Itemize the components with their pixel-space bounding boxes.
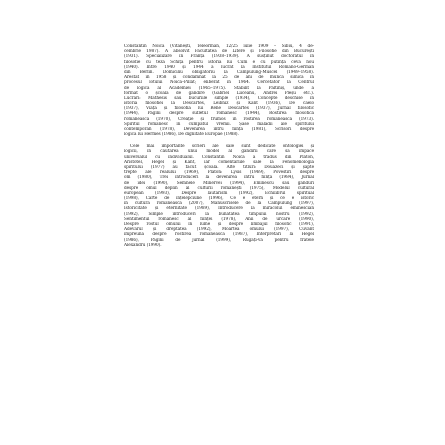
text-line: (1992), Simple introduceri la bunătatea timpului nostru (1992),	[124, 211, 314, 216]
text-line: (1944), Pagini despre sufletul românesc (1944), Rostirea filosofică	[124, 111, 314, 116]
text-line: Sentimentul românesc al ființei (1978), Anii de urcare (1990),	[124, 216, 314, 221]
text-line: (1937), Viața și filosofia lui René Descartes (1937), Jurnal filosofic	[124, 106, 314, 111]
text-line: împreună despre rostirea românească (1987), Interpretări la Hegel	[124, 232, 314, 237]
text-line: de logică al Academiei (1965–1975). Stabilit la Păltiniș, unde a	[124, 85, 314, 90]
text-line: european (1993), Despre lăutărism (1992), Echilibrul spiritual	[124, 190, 314, 195]
text-line: Alexandru (1990).	[124, 242, 162, 247]
text-line: Arestat în 1958 și condamnat la 25 de ani de muncă silnică în	[124, 75, 314, 80]
text-line: Lucrări: Mathesis sau bucuriile simple (1934), Concepte deschise în	[124, 95, 314, 100]
text-line: Despre rostul omului în lume și despre limbajul filosofic (1991),	[124, 222, 314, 226]
text-line: spiritului (1977) au făcut școală. Alte titluri: Douăzeci și șapte	[124, 164, 314, 169]
text-column	[124, 44, 314, 247]
text-line: cembrie 1987). A absolvit Facultatea de Litere și Filosofie din București	[124, 49, 314, 54]
text-line: format o școală de gândire (Gabriel Liiceanu, Andrei Pleșu etc.).	[124, 90, 314, 95]
text-line: despre omul deplin al culturii românești (1975), Modelul cultural	[124, 185, 314, 190]
text-line: logica lui Hermes (1986), De dignitate Europae (1988).	[124, 132, 239, 137]
text-line: Aristotel, Hegel și Kant, iar comentariile sale la Fenomenologia	[124, 159, 314, 164]
text-line: Constantin Noica (Vitănești, Teleorman, 12/25 iulie 1909 – Sibiu, 4 de-	[124, 44, 314, 48]
text-line: Spiritul românesc în cumpătul vremii. Șase maladii ale spiritului	[124, 121, 314, 126]
text-line: Adevărul și dreptatea (1992), Moartea omului (1997), Cuvânt	[124, 227, 314, 232]
text-line: logicii, în căutarea unui model al gândirii care să împace	[124, 149, 314, 154]
text-line: (1931). Specializare în Franța (1938–1939). A susținut doctoratul în	[124, 54, 314, 59]
text-line: Istoricitate și eternitate (1989), Introducere la miracolul eminescian	[124, 206, 314, 211]
text-line: istoria filosofiei la Descartes, Leibniz și Kant (1936), De caelo	[124, 101, 314, 106]
text-line: românească (1970), Creație și frumos în rostirea românească (1973).	[124, 116, 314, 121]
text-line: în cultura românească (2007), Manuscrisele de la Câmpulung (1997),	[124, 201, 314, 206]
text-line: procesul lotului Noica–Pillat; eliberat în 1964. Cercetător la Centrul	[124, 80, 314, 85]
text-line: Cele mai importante scrieri ale sale sunt dedicate ontologiei și	[130, 144, 314, 149]
text-line: (1998), Carte de înțelepciune (1996), Ce e etern și ce e istoric	[124, 196, 314, 201]
bio-paragraph	[124, 44, 314, 136]
text-line: contemporan (1978), Devenirea întru ființă (1981), Scrisori despre	[124, 127, 314, 131]
text-line: (1986), Pagini de jurnal (1999), Rugați-vă pentru fratele	[124, 237, 314, 242]
works-paragraph	[124, 144, 314, 247]
text-line: universalul cu individualul. Constantin Noica a tradus din Platon,	[124, 154, 314, 159]
text-line: filosofie cu teza Schiță pentru istoria lui Cum e cu putință ceva nou	[124, 59, 314, 64]
text-line: (1940). Între 1940 și 1944 a lucrat la Institutul Româno-German	[124, 64, 314, 69]
text-line: trepte ale realului (1969), Platon: Lysis (1969), Povestiri despre	[124, 170, 314, 175]
text-line: din Berlin. Domiciliu obligatoriu la Câmpulung-Muscel (1949–1958).	[124, 69, 314, 74]
text-line: om (1980), Trei introduceri la devenirea întru ființă (1984), Jurnal	[124, 175, 314, 180]
text-line: de idei (1990), Semnele Minervei (1994), Eminescu sau gânduri	[124, 180, 314, 185]
